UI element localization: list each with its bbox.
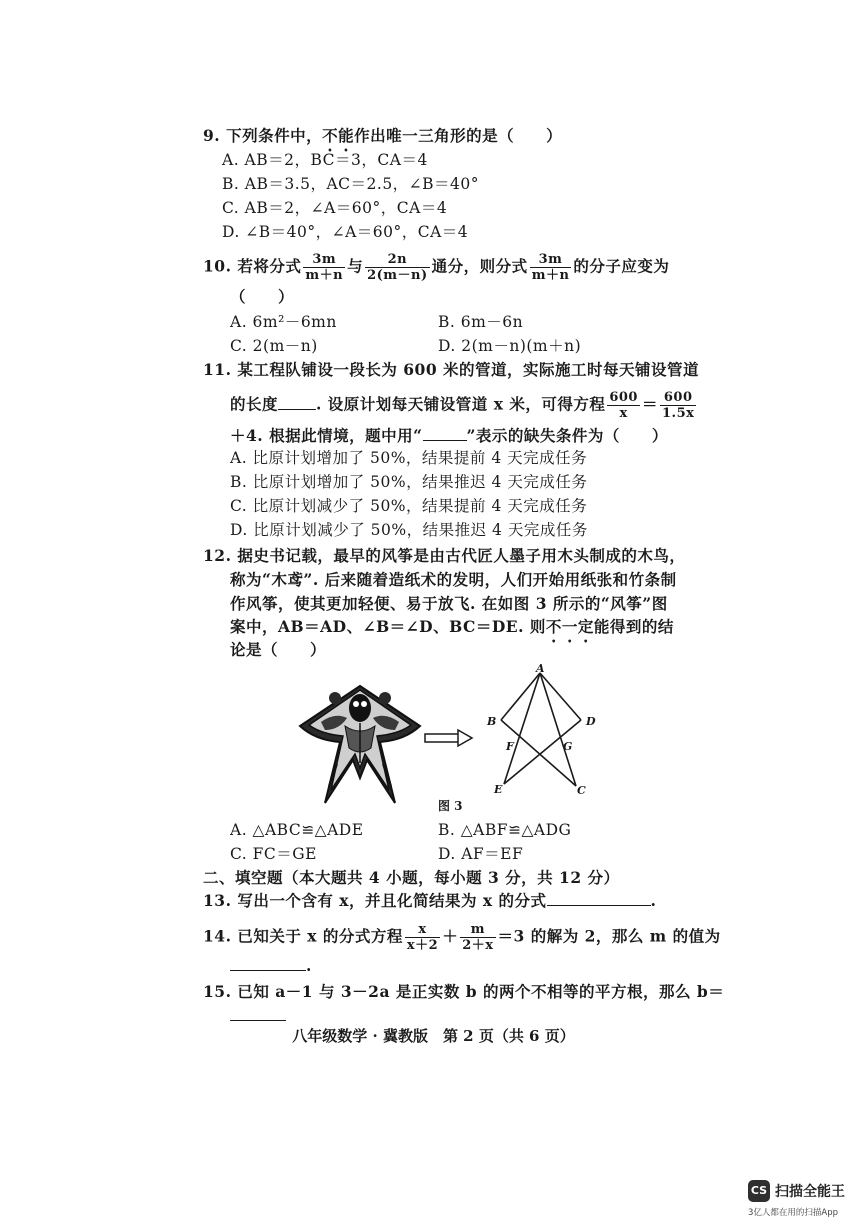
q11-option-d: D. 比原计划减少了 50%，结果推迟 4 天完成任务 (230, 521, 588, 539)
q11-f2-numerator: 600 (660, 390, 696, 406)
q12-line-4-start: 案中，AB＝AD、∠B＝∠D、BC＝DE. 则 (230, 617, 546, 636)
q13-text: 13. 写出一个含有 x，并且化简结果为 x 的分式 (203, 891, 547, 910)
q12-line-3: 作风筝，使其更加轻便、易于放飞. 在如图 3 所示的“风筝”图 (230, 594, 668, 613)
q12-line-4-end: 能得到的结 (593, 617, 674, 636)
q14-text-2: ＝3 的解为 2，那么 m 的值为 (497, 926, 721, 946)
q9-option-c: C. AB＝2，∠A＝60°，CA＝4 (222, 199, 448, 217)
q10-fraction-3 (530, 252, 572, 283)
q10-text-1: 10. 若将分式 (203, 256, 302, 276)
q11-option-a: A. 比原计划增加了 50%，结果提前 4 天完成任务 (230, 449, 588, 467)
label-d: D (586, 715, 596, 728)
q10-text-3: 通分，则分式 (431, 256, 528, 276)
q11-line-3-end: ”表示的缺失条件为（ ） (466, 426, 668, 445)
q10-text-4: 的分子应变为 (573, 256, 670, 276)
q14-text-1: 14. 已知关于 x 的分式方程 (203, 926, 403, 946)
q14-f2-denominator: 2＋x (462, 938, 494, 953)
q9-option-b: B. AB＝3.5，AC＝2.5，∠B＝40° (222, 175, 480, 193)
q11-line-3 (230, 426, 668, 446)
q10-option-b: B. 6m－6n (438, 313, 524, 331)
section-2-heading: 二、填空题（本大题共 4 小题，每小题 3 分，共 12 分） (203, 868, 620, 887)
q14-f1-denominator: x＋2 (406, 938, 439, 953)
q11-equals: ＝ (641, 394, 658, 414)
q10-stem (203, 252, 669, 283)
q11-f1-numerator: 600 (609, 390, 638, 405)
q11-blank-2 (423, 426, 467, 441)
scanner-watermark (748, 1180, 858, 1222)
q14-fraction-2 (460, 922, 495, 953)
label-e: E (494, 783, 503, 796)
q9-stem-emphasis: 不能 (322, 126, 355, 145)
q11-line-2 (230, 390, 698, 421)
q11-fraction-2 (660, 390, 696, 421)
q12-option-b: B. △ABF≌△ADG (438, 821, 572, 839)
q10-option-a: A. 6m²－6mn (230, 313, 337, 331)
q12-option-d: D. AF＝EF (438, 845, 524, 863)
q14-f1-numerator: x (405, 922, 440, 938)
q12-option-a: A. △ABC≌△ADE (230, 821, 364, 839)
q11-f1-denominator: x (619, 406, 628, 421)
q10-answer-paren: （ ） (230, 287, 295, 306)
q10-f2-numerator: 2n (365, 252, 430, 268)
q9-option-a: A. AB＝2，BC＝3，CA＝4 (222, 151, 428, 169)
q12-line-1: 12. 据史书记载，最早的风筝是由古代匠人墨子用木头制成的木鸟， (203, 546, 686, 565)
q12-line-4-emphasis: 不一定 (545, 617, 594, 636)
label-c: C (577, 784, 586, 797)
q11-line-3-start: ＋4. 根据此情境，题中用“ (230, 426, 423, 445)
q12-line-2: 称为“木鸢”. 后来随着造纸术的发明，人们开始用纸张和竹条制 (230, 570, 677, 589)
q10-f3-denominator: m＋n (531, 268, 570, 283)
q10-text-2: 与 (347, 256, 364, 276)
right-arrow-icon (424, 728, 474, 748)
label-f: F (506, 740, 514, 753)
q15-blank (230, 1006, 286, 1021)
q9-stem-pre: 9. 下列条件中， (203, 126, 323, 145)
label-b: B (487, 715, 497, 728)
kite-picture (295, 668, 425, 818)
q10-fraction-2 (365, 252, 430, 283)
figure-caption: 图 3 (438, 799, 463, 813)
scanner-name: 扫描全能王 (775, 1184, 845, 1200)
geometry-figure (480, 663, 600, 798)
q15-line: 15. 已知 a－1 与 3－2a 是正实数 b 的两个不相等的平方根，那么 b＝ (203, 982, 725, 1001)
q9-stem-post: 作出唯一三角形的是（ ） (354, 126, 563, 145)
scanner-logo-icon: CS (748, 1180, 770, 1202)
q12-line-5: 论是（ ） (230, 640, 327, 659)
q10-f1-numerator: 3m (303, 252, 345, 268)
q11-line-2-mid: . 设原计划每天铺设管道 x 米，可得方程 (316, 394, 606, 414)
q14-plus: ＋ (442, 926, 459, 946)
q15-answer-line (230, 1006, 286, 1026)
q13-end: . (650, 891, 657, 910)
q11-line-1: 11. 某工程队铺设一段长为 600 米的管道，实际施工时每天铺设管道 (203, 360, 700, 379)
scanner-tagline: 3亿人都在用的扫描App (748, 1208, 839, 1218)
label-a: A (536, 663, 545, 675)
q11-blank-1 (278, 395, 316, 410)
q14-end: . (306, 956, 312, 975)
q13-blank (547, 891, 651, 906)
q10-f2-denominator: 2(m－n) (367, 268, 428, 283)
q14-line (203, 922, 721, 953)
q11-fraction-1 (607, 390, 640, 421)
q11-option-b: B. 比原计划增加了 50%，结果推迟 4 天完成任务 (230, 473, 588, 491)
q11-option-c: C. 比原计划减少了 50%，结果提前 4 天完成任务 (230, 497, 588, 515)
q12-option-c: C. FC＝GE (230, 845, 317, 863)
q9-option-d: D. ∠B＝40°，∠A＝60°，CA＝4 (222, 223, 469, 241)
q10-f1-denominator: m＋n (305, 268, 344, 283)
label-g: G (563, 740, 573, 753)
q14-fraction-1 (405, 922, 440, 953)
q11-line-2-start: 的长度 (230, 394, 279, 414)
q10-option-c: C. 2(m－n) (230, 337, 318, 355)
page-footer: 八年级数学 · 冀教版 第 2 页（共 6 页） (292, 1027, 575, 1045)
q11-f2-denominator: 1.5x (662, 406, 695, 421)
q13-line (203, 891, 656, 911)
q10-fraction-1 (303, 252, 345, 283)
q10-option-d: D. 2(m－n)(m＋n) (438, 337, 582, 355)
q10-f3-numerator: 3m (530, 252, 572, 268)
q14-answer-line (230, 956, 312, 976)
q14-blank (230, 956, 306, 971)
q14-f2-numerator: m (460, 922, 495, 938)
